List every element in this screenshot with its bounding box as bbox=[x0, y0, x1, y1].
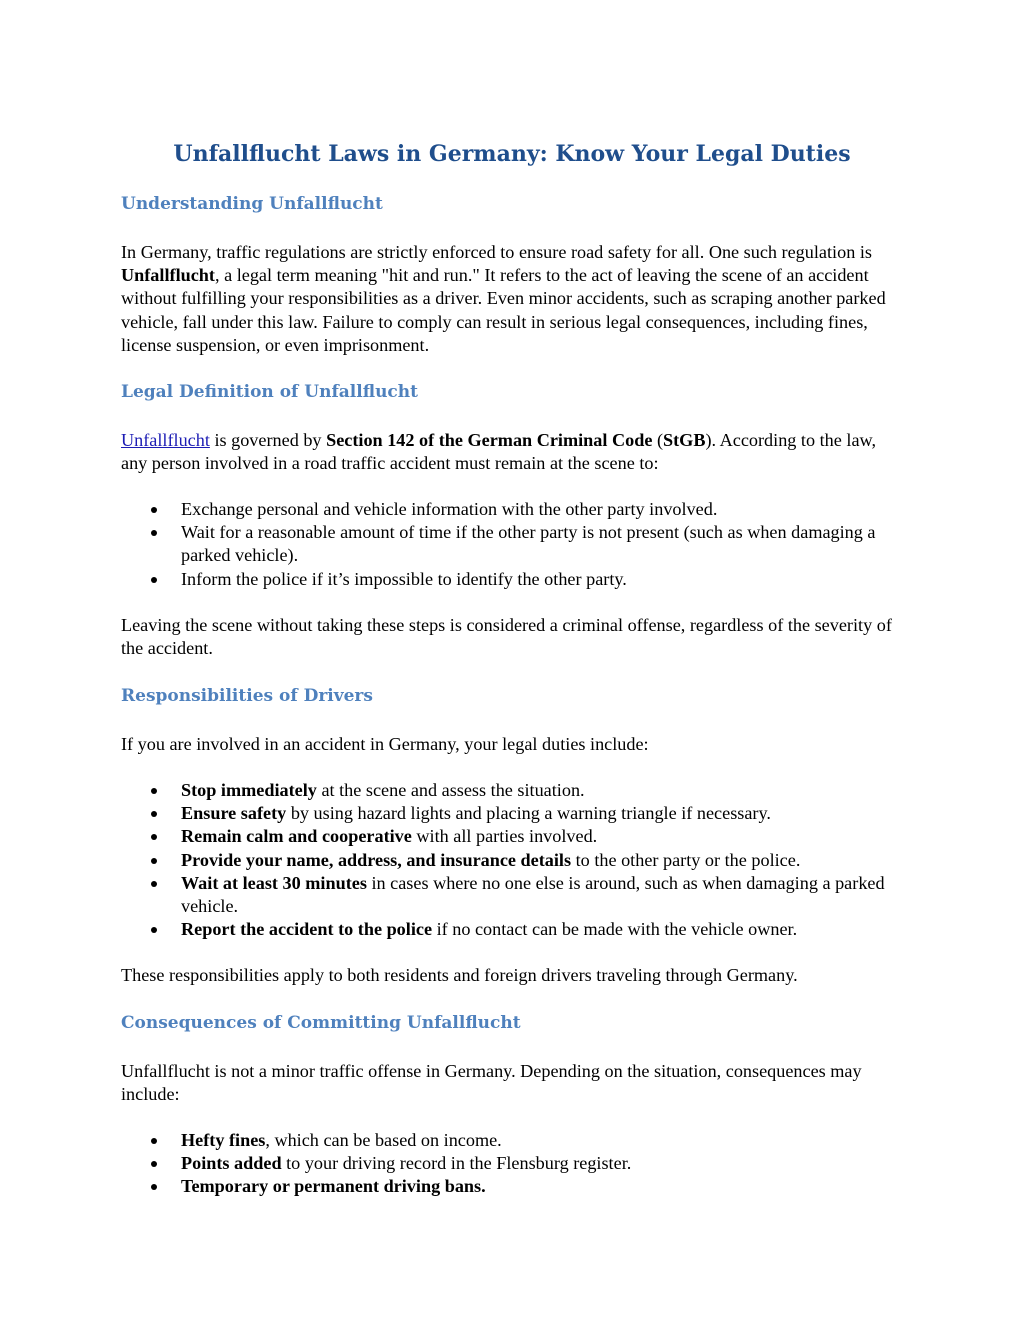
responsibilities-list bbox=[121, 779, 906, 941]
paragraph-text: ( bbox=[652, 430, 664, 450]
list-item bbox=[121, 779, 906, 802]
list-item: Exchange personal and vehicle information with the other party involved. bbox=[121, 498, 906, 521]
bold-term: Unfallflucht bbox=[121, 265, 215, 286]
paragraph-consequences-intro: Unfallflucht is not a minor traffic offense in Germany. Depending on the situation, consequences may include: bbox=[121, 1061, 862, 1105]
list-item: Wait for a reasonable amount of time if the other party is not present (such as when damaging a parked vehicle). bbox=[121, 521, 906, 567]
paragraph-responsibilities-intro: If you are involved in an accident in Germany, your legal duties include: bbox=[121, 734, 649, 754]
definition-list bbox=[121, 498, 906, 591]
heading-understanding: Understanding Unfallflucht bbox=[121, 194, 383, 214]
bold-term: Points added bbox=[181, 1153, 282, 1174]
bold-term: Stop immediately bbox=[181, 780, 317, 800]
list-item-text: at the scene and assess the situation. bbox=[316, 780, 585, 800]
bold-term: Temporary or permanent driving bans. bbox=[181, 1176, 486, 1197]
paragraph-definition bbox=[121, 429, 906, 475]
paragraph-text: is governed by bbox=[209, 430, 327, 450]
bold-term: Remain calm and cooperative bbox=[181, 826, 412, 847]
list-item bbox=[121, 1152, 906, 1175]
list-item-text: if no contact can be made with the vehicle owner. bbox=[432, 919, 798, 940]
list-item-text: to your driving record in the Flensburg register. bbox=[281, 1153, 632, 1174]
paragraph-definition-closing: Leaving the scene without taking these steps is considered a criminal offense, regardless of the severity of the accident. bbox=[121, 615, 892, 659]
bold-term: Report the accident to the police bbox=[181, 919, 433, 940]
list-item bbox=[121, 918, 906, 941]
list-item bbox=[121, 825, 906, 848]
bold-term: Section 142 of the German Criminal Code bbox=[326, 430, 653, 450]
document-title: Unfallflucht Laws in Germany: Know Your Legal Duties bbox=[173, 141, 851, 167]
heading-definition: Legal Definition of Unfallflucht bbox=[121, 382, 418, 402]
bold-term: Ensure safety bbox=[181, 803, 287, 824]
list-item bbox=[121, 802, 906, 825]
paragraph-text: In Germany, traffic regulations are strictly enforced to ensure road safety for all. One such regulation is bbox=[121, 242, 872, 262]
bold-term: StGB bbox=[663, 430, 706, 450]
list-item bbox=[121, 1129, 906, 1152]
consequences-list bbox=[121, 1129, 906, 1199]
paragraph-understanding bbox=[121, 241, 906, 357]
bold-term: Wait at least 30 minutes bbox=[181, 872, 367, 893]
list-item bbox=[121, 1175, 906, 1198]
list-item-text: in cases where no one else is around, such as when damaging a parked vehicle. bbox=[181, 872, 885, 917]
paragraph-responsibilities-outro: These responsibilities apply to both residents and foreign drivers traveling through Germany. bbox=[121, 965, 798, 985]
paragraph-text: , a legal term meaning "hit and run." It refers to the act of leaving the scene of an accident without fulfilling your responsibilities as a driver. Even minor accidents, such as scraping another parked vehicle, fall under this law. Failure to comply can result in serious legal consequences, including fines, license suspension, or even imprisonment. bbox=[121, 265, 886, 355]
bold-term: Hefty fines bbox=[181, 1130, 266, 1150]
list-item-text: by using hazard lights and placing a warning triangle if necessary. bbox=[286, 803, 771, 824]
list-item-text: , which can be based on income. bbox=[265, 1130, 502, 1150]
list-item bbox=[121, 872, 906, 918]
list-item-text: to the other party or the police. bbox=[571, 849, 801, 870]
list-item bbox=[121, 849, 906, 872]
bold-term: Provide your name, address, and insurance details bbox=[181, 849, 572, 870]
heading-responsibilities: Responsibilities of Drivers bbox=[121, 686, 373, 706]
heading-consequences: Consequences of Committing Unfallflucht bbox=[121, 1013, 521, 1033]
paragraph-text: ). According to the law, any person involved in a road traffic accident must remain at the scene to: bbox=[121, 430, 877, 474]
list-item: Inform the police if it’s impossible to identify the other party. bbox=[121, 568, 906, 591]
list-item-text: with all parties involved. bbox=[411, 826, 598, 847]
unfallflucht-link[interactable]: Unfallflucht bbox=[121, 430, 210, 450]
